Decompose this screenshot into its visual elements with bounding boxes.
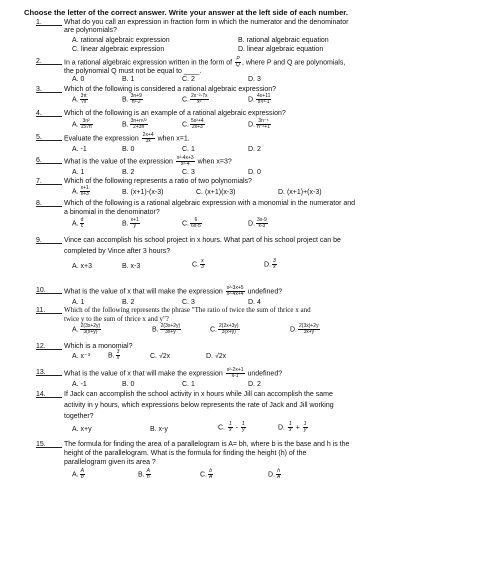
- choice-b: B. x-y: [150, 426, 168, 433]
- choice-c: C. √2x: [150, 353, 171, 360]
- question-number: 9.: [36, 237, 42, 244]
- choice-c: C. 3: [182, 169, 195, 176]
- question-number: 5.: [36, 134, 42, 141]
- choice-c: C. 3: [182, 299, 195, 306]
- choice-a: A. -1: [72, 146, 87, 153]
- choice-c: C. (x+1)(x-3): [196, 189, 236, 196]
- choice-d: D. $\frac{1}{x}$ + $\frac{1}{y}$: [278, 421, 307, 433]
- choice-c: C. $\frac{b}{A}$: [200, 468, 213, 480]
- choice-a: A. x+y: [72, 426, 92, 433]
- instructions: Choose the letter of the correct answer. Write your answer at the left side of each number.: [24, 8, 348, 17]
- question-text: Vince can accomplish his school project in x hours. What part of his school project can be: [64, 237, 341, 244]
- choice-c: C. 1: [182, 381, 195, 388]
- choice-d: D. 2: [248, 381, 261, 388]
- choice-d: D. $\frac{4x+11}{\text{x¹/³-1}}$: [248, 93, 271, 105]
- fraction-p-over-q: $\frac{P}{Q}$: [236, 56, 240, 68]
- question-text: height of the parallelogram. What is the formula for finding the height (h) of the: [64, 450, 307, 457]
- question-number: 2.: [36, 58, 42, 65]
- question-number: 6.: [36, 157, 42, 164]
- choice-b: B. $\frac{3}{x}$: [108, 349, 120, 361]
- question-text: What is the value of x that will make the expression $\frac{\text{x²-2x+1}}{x-1}$ undefined?: [64, 367, 283, 379]
- choice-a: A. rational algebraic expression: [72, 37, 170, 44]
- question-text: a binomial in the denominator?: [64, 209, 160, 216]
- question-text: Which of the following is considered a rational algebraic expression?: [64, 86, 277, 93]
- choice-b: B. 0: [122, 381, 135, 388]
- question-text: What is the value of the expression $\frac{\text{x²-4x+3}}{\text{x²-4}}$ when x=3?: [64, 155, 232, 167]
- choice-d: D. 4: [248, 299, 261, 306]
- choice-c: C. 2: [182, 76, 195, 83]
- question-number: 10.: [36, 287, 46, 294]
- question-number: 15.: [36, 441, 46, 448]
- choice-c: C. $\frac{x}{3}$: [192, 258, 204, 270]
- question-number: 11.: [36, 307, 46, 314]
- choice-a: A. $\frac{\text{3n²}}{15√n}$: [72, 118, 92, 130]
- choice-d: D. (x+1)+(x-3): [278, 189, 322, 196]
- question-number: 3.: [36, 86, 42, 93]
- choice-b: B. rational algebraic equation: [238, 37, 329, 44]
- question-text: the polynomial Q must not be equal to ____.: [64, 68, 202, 75]
- question-number: 14.: [36, 391, 46, 398]
- choice-d: D. $\frac{h}{A}$: [268, 468, 281, 480]
- choice-a: A. $\frac{3\pi}{√x}$: [72, 93, 87, 105]
- choice-c: C. $\frac{1}{x}$ - $\frac{1}{y}$: [218, 421, 245, 433]
- choice-b: B. 2: [122, 169, 135, 176]
- question-text: twice y to the sum of thrice x and y"?: [64, 315, 169, 323]
- choice-c: C. 1: [182, 146, 195, 153]
- choice-b: B. (x+1)-(x-3): [122, 189, 164, 196]
- choice-a: A. x⁻³: [72, 353, 91, 360]
- choice-b: B. $\frac{A}{h}$: [138, 468, 150, 480]
- question-text: If Jack can accomplish the school activity in x hours while Jill can accomplish the same: [64, 391, 333, 398]
- choice-b: B. $\frac{x+1}{y}$: [122, 217, 139, 229]
- choice-b: B. 2: [122, 299, 135, 306]
- choice-d: D. $\frac{3}{x}$: [264, 258, 276, 270]
- question-text: Which of the following represents a ratio of two polynomials?: [64, 178, 252, 185]
- choice-c: C. $\frac{\text{2x⁻²-7x}}{\text{x²}}$: [182, 93, 208, 105]
- choice-a: A. $\frac{2(3x+2y)}{3(x+y)}$: [72, 323, 101, 335]
- question-text: are polynomials?: [64, 27, 117, 34]
- question-text: Which of the following represents the phrase "The ratio of twice the sum of thrice x and: [64, 306, 311, 314]
- question-number: 8.: [36, 200, 42, 207]
- choice-a: A. 0: [72, 76, 85, 83]
- choice-b: B. $\frac{2(3x+2y)}{3x+y}$: [152, 323, 181, 335]
- question-text: Evaluate the expression $\frac{2x+4}{3x}$ when x=1.: [64, 132, 190, 144]
- choice-b: B. $\frac{\text{3n+n¹/²}}{2+3n}$: [122, 118, 147, 130]
- question-text: What is the value of x that will make the expression $\frac{\text{x²-3x+5}}{\text{x²-4x+4}}$ undefined?: [64, 285, 283, 297]
- choice-c: C. linear algebraic expression: [72, 46, 165, 53]
- choice-d: D. 0: [248, 169, 261, 176]
- question-text: completed by Vince after 3 hours?: [64, 248, 171, 255]
- choice-d: D. $\frac{\text{3n⁻⁵}}{\text{n⁻²+1}}$: [248, 118, 270, 130]
- choice-d: D. $\frac{2(3x)+2y}{3x+y}$: [290, 323, 319, 335]
- question-text: Which of the following is a rational algebraic expression with a monomial in the numerator and: [64, 200, 356, 207]
- choice-b: B. $\frac{3n+9}{\text{n²-2}}$: [122, 93, 142, 105]
- choice-d: D. 3: [248, 76, 261, 83]
- question-number: 1.: [36, 19, 42, 26]
- choice-a: A. $\frac{d}{c}$: [72, 217, 84, 229]
- question-number: 4.: [36, 110, 42, 117]
- choice-d: D. 2: [248, 146, 261, 153]
- question-text: Which of the following is an example of a rational algebraic expression?: [64, 110, 286, 117]
- question-text: The formula for finding the area of a parallelogram is A= bh, where b is the base and h is the: [64, 441, 350, 448]
- choice-b: B. x-3: [122, 263, 141, 270]
- question-text: Which is a monomial?: [64, 343, 133, 350]
- choice-d: D. √2x: [206, 353, 227, 360]
- choice-c: C. $\frac{\text{5x²+4}}{2x+3}$: [182, 118, 204, 130]
- question-number: 13.: [36, 369, 46, 376]
- choice-b: B. 0: [122, 146, 135, 153]
- question-number: 7.: [36, 178, 42, 185]
- choice-a: A. $\frac{A}{b}$: [72, 468, 84, 480]
- choice-c: C. $\frac{2(2x+3y)}{3(x+y)}$: [210, 323, 239, 335]
- question-number: 12.: [36, 343, 46, 350]
- question-text: What do you call an expression in fraction form in which the numerator and the denominator: [64, 19, 349, 26]
- question-text: In a rational algebraic expression written in the form of $\frac{P}{Q}$ , where P and Q are polynomials,: [64, 56, 346, 68]
- choice-c: C. $\frac{6}{6x-5}$: [182, 217, 201, 229]
- choice-d: D. $\frac{3x-9}{x-3}$: [248, 217, 267, 229]
- choice-a: A. x+3: [72, 263, 93, 270]
- question-text: together?: [64, 413, 94, 420]
- choice-a: A. 1: [72, 299, 85, 306]
- choice-d: D. linear algebraic equation: [238, 46, 324, 53]
- choice-b: B. 1: [122, 76, 135, 83]
- question-text: activity in y hours, which expressions below represents the rate of Jack and Jill working: [64, 402, 334, 409]
- question-text: parallelogram given its area ?: [64, 459, 156, 466]
- choice-a: A. 1: [72, 169, 85, 176]
- choice-a: A. $\frac{x+1}{x+3}$: [72, 185, 89, 197]
- choice-a: A. -1: [72, 381, 87, 388]
